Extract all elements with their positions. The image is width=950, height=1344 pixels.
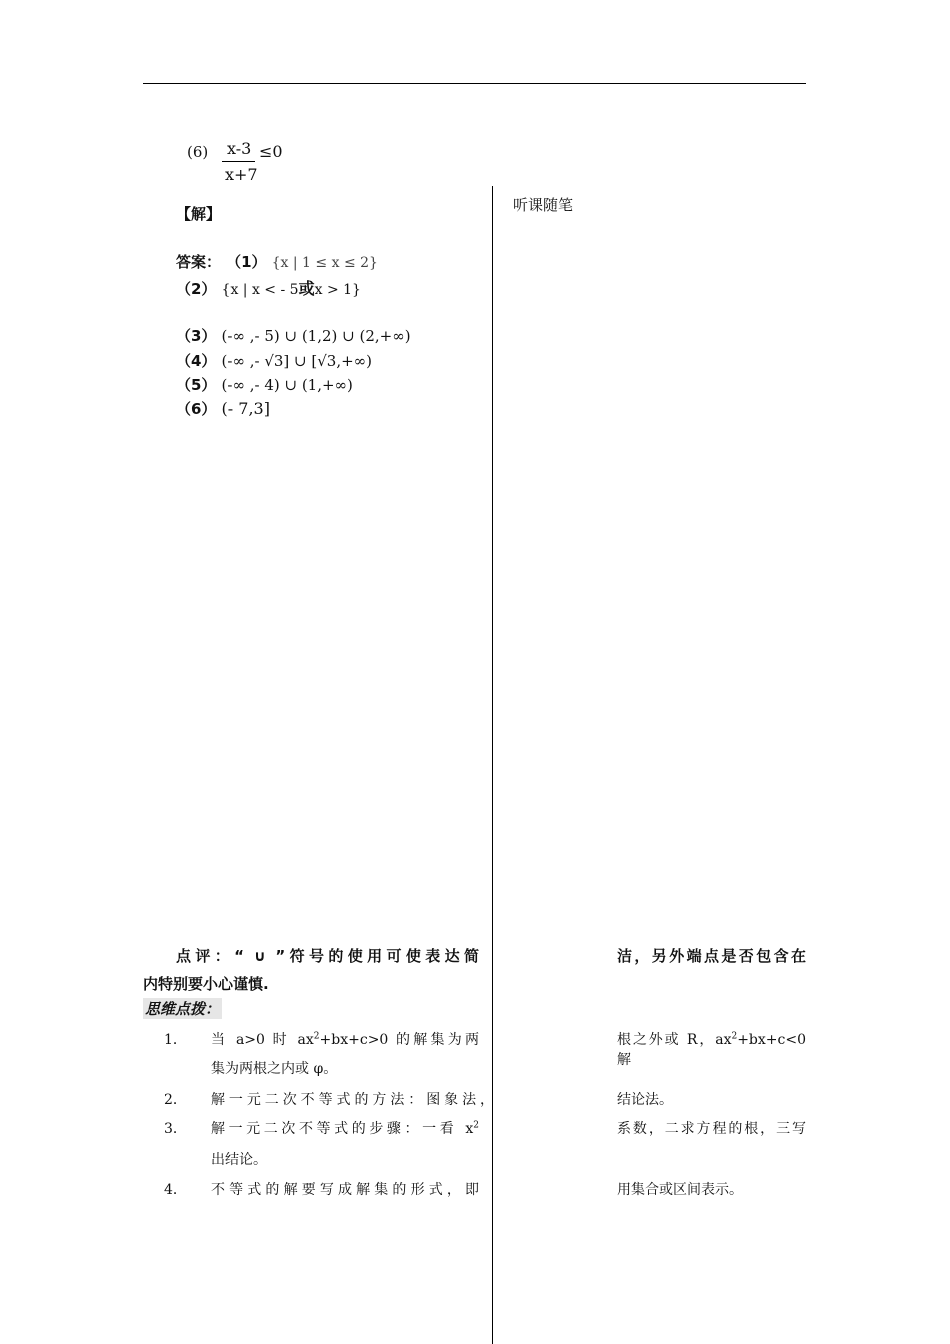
inequality-relation: ≤0: [259, 142, 283, 161]
answer-value: (-∞ ,- √3] ∪ [√3,+∞): [221, 352, 373, 370]
tip-number: 1．: [164, 1032, 187, 1048]
answer-value: (-∞ ,- 5) ∪ (1,2) ∪ (2,+∞): [221, 327, 411, 345]
tip-4-left: 不等式的解要写成解集的形式，即: [211, 1182, 479, 1198]
header-rule: [143, 83, 806, 84]
answer-number: （6）: [176, 400, 217, 418]
tip-number: 2．: [164, 1092, 187, 1108]
answer-number: （5）: [176, 376, 217, 394]
answer-value: (- 7,3]: [221, 399, 270, 418]
answer-value: {x | x < - 5: [221, 282, 299, 298]
tip-1-right: 根之外或 R，$ax^2+bx+c<0$ 解: [617, 1031, 806, 1068]
fraction-denominator: x+7: [225, 165, 258, 184]
tip-3-continuation: 出结论。: [211, 1152, 267, 1168]
answer-number: （3）: [176, 327, 217, 345]
answer-number: （1）: [226, 253, 267, 271]
problem-number: (6): [187, 143, 209, 161]
answer-line-1: [176, 251, 378, 272]
tip-3-left: 解一元二次不等式的步骤：一看 $x^2$: [211, 1120, 479, 1137]
answer-number: （2）: [176, 280, 217, 298]
comment-right: 洁，另外端点是否包含在: [617, 947, 806, 965]
answer-line-2: [176, 276, 361, 299]
tip-number: 3．: [164, 1121, 187, 1137]
answer-value: x > 1}: [314, 282, 361, 298]
tip-1-continuation: 集为两根之内或 φ。: [211, 1061, 338, 1077]
answer-line-6: [176, 398, 270, 419]
tip-number: 4．: [164, 1182, 187, 1198]
solution-label: 【解】: [176, 205, 222, 223]
comment-left: 点评：“ ∪ ”符号的使用可使表达简: [176, 947, 479, 965]
answer-line-5: [176, 374, 353, 395]
tip-4-right: 用集合或区间表示。: [617, 1182, 743, 1198]
comment-continuation: 内特别要小心谨慎.: [143, 975, 269, 993]
tip-2-left: 解一元二次不等式的方法：图象法，: [211, 1092, 494, 1108]
tip-2-right: 结论法。: [617, 1092, 673, 1108]
notes-title: 听课随笔: [513, 196, 574, 214]
fraction-bar: [222, 161, 255, 162]
answer-line-3: [176, 325, 411, 346]
answer-value: {x | 1 ≤ x ≤ 2}: [271, 255, 378, 271]
fraction-numerator: x-3: [227, 139, 252, 158]
answer-or: 或: [298, 279, 315, 298]
answer-value: (-∞ ,- 4) ∪ (1,+∞): [221, 376, 353, 394]
answer-line-4: [176, 350, 372, 371]
column-divider: [492, 186, 493, 1344]
answers-prefix: 答案：: [176, 253, 222, 271]
answer-number: （4）: [176, 352, 217, 370]
tip-1-left: 当 a>0 时 $ax^2+bx+c>0$ 的解集为两: [211, 1031, 479, 1048]
tip-3-right: 系数，二求方程的根，三写: [617, 1121, 806, 1137]
tips-label: 思维点拨：: [145, 1000, 221, 1018]
